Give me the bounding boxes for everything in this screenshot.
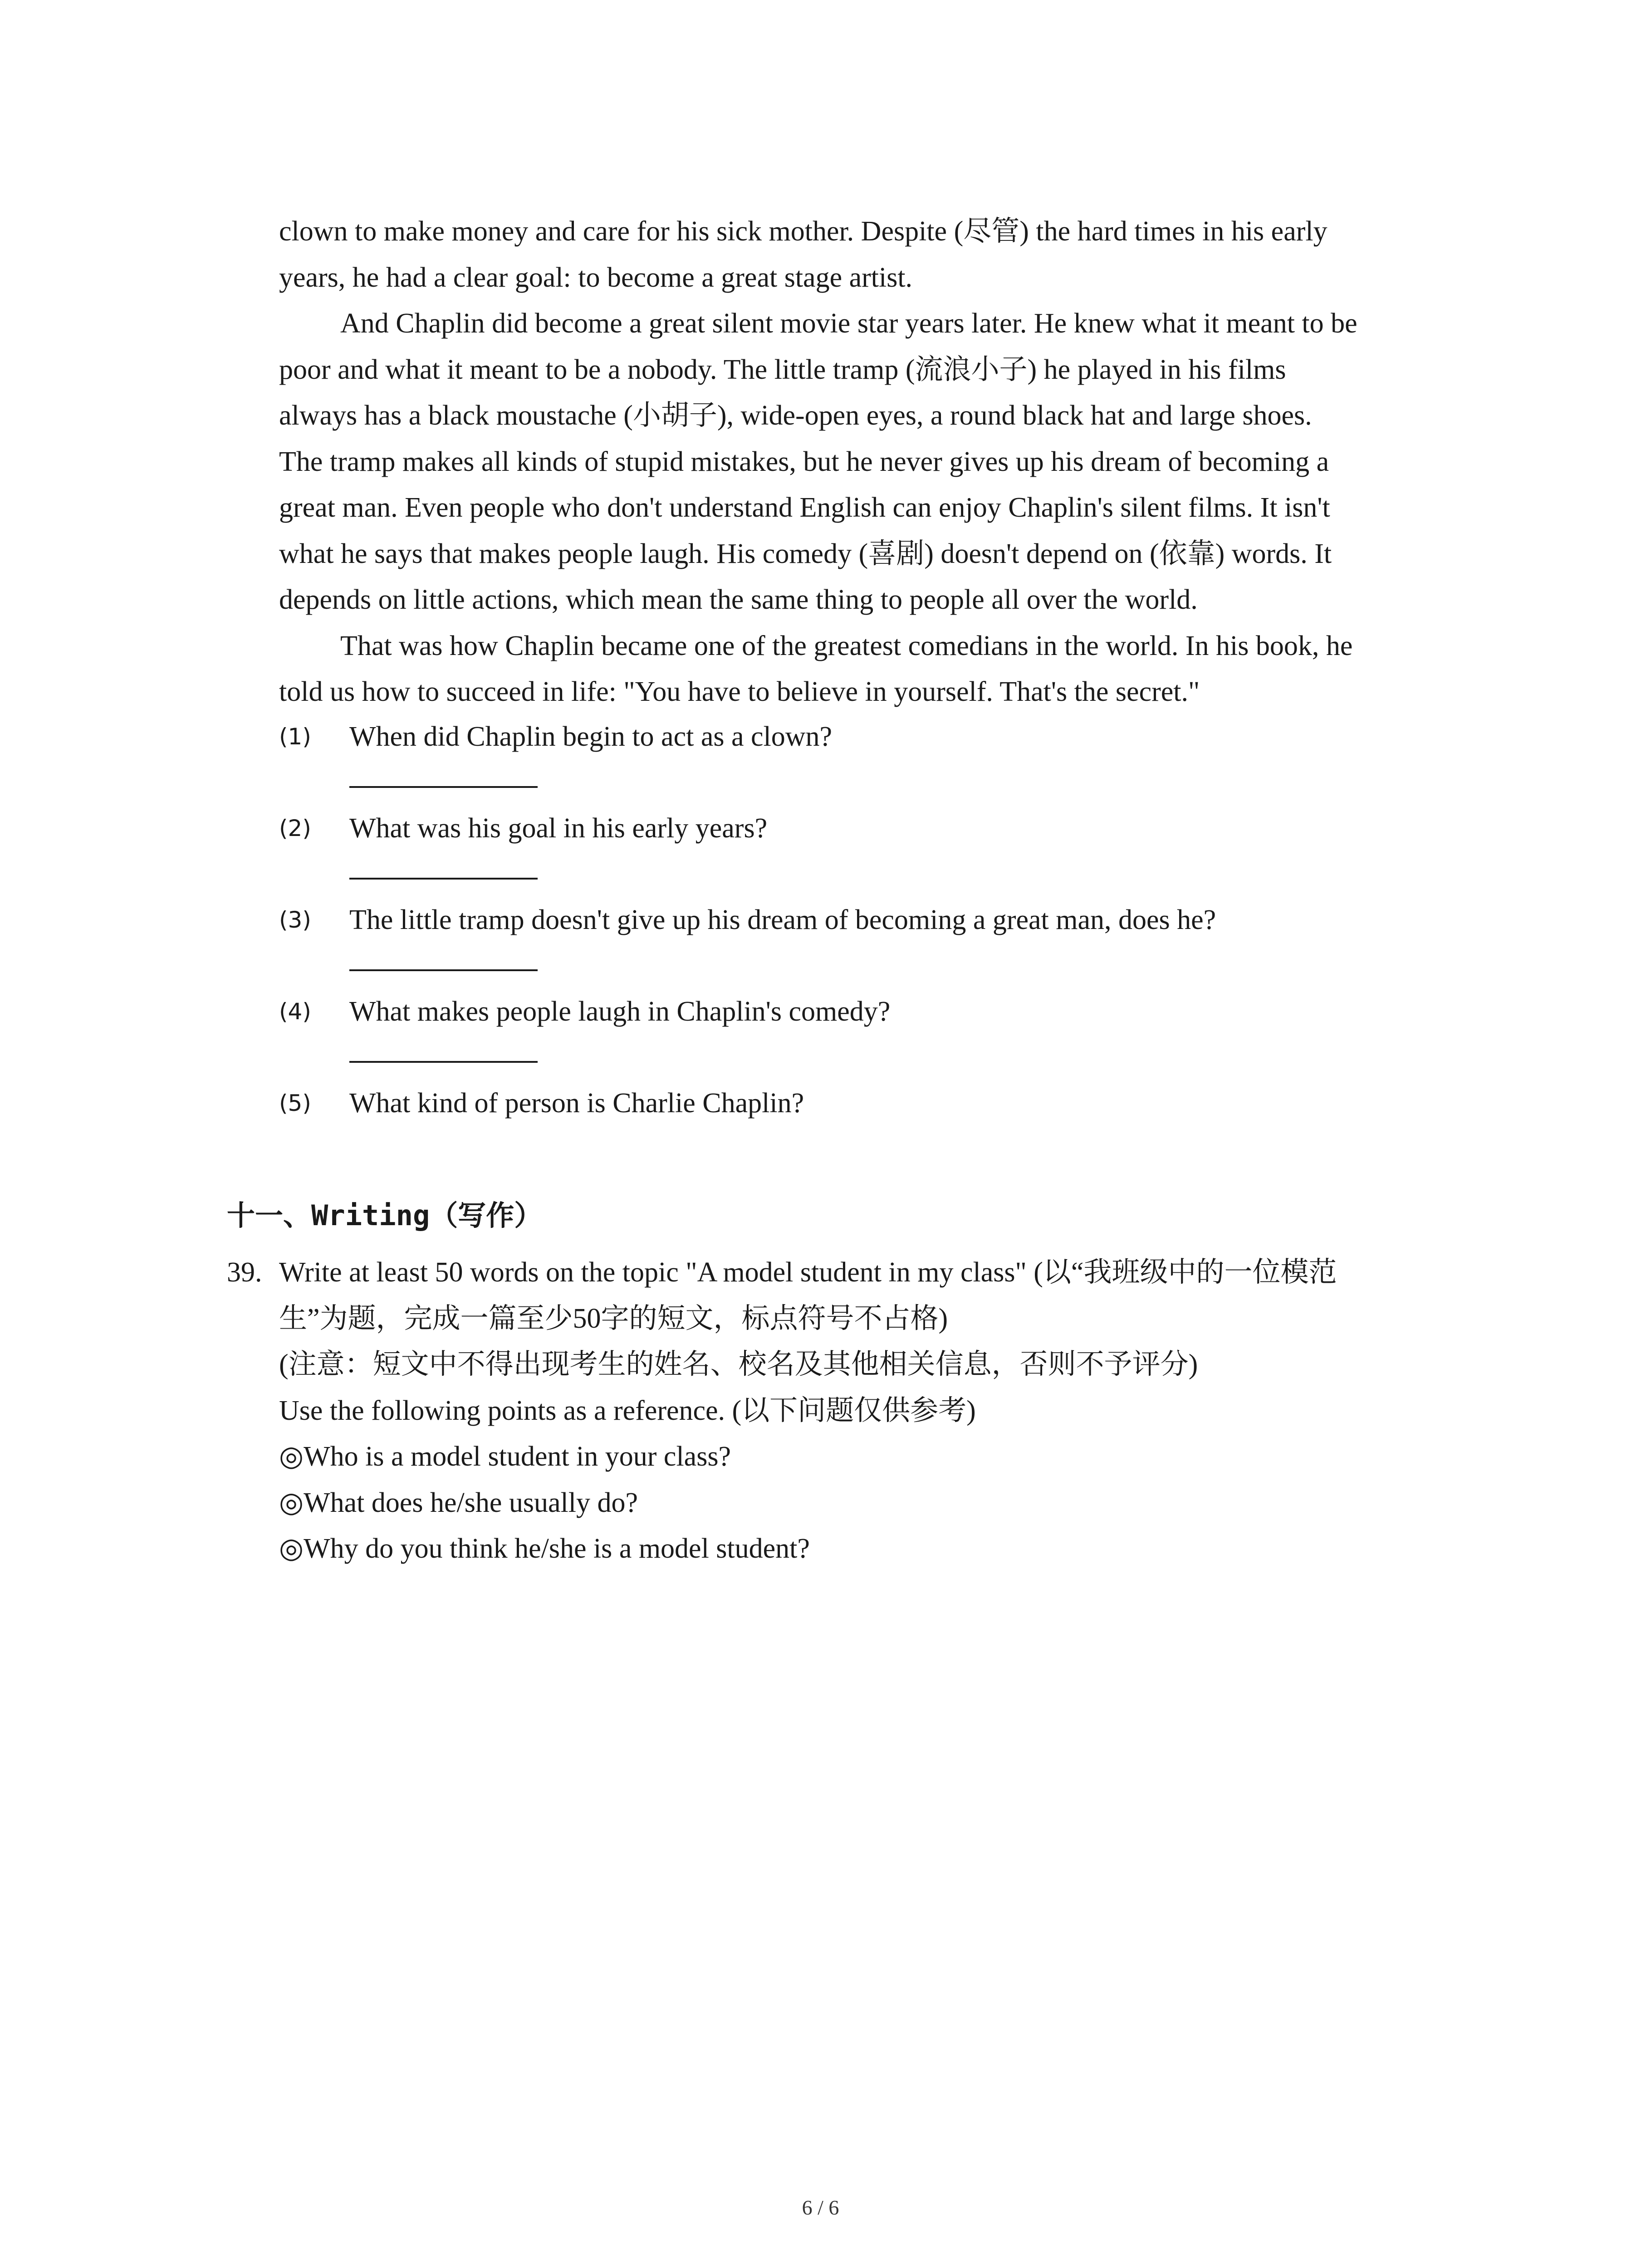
question-item [279, 1083, 1504, 1175]
reference-point: ◎What does he/she usually do? [279, 1487, 638, 1518]
question-item [279, 808, 1504, 900]
answer-blank[interactable] [349, 786, 538, 788]
question-number: (5) [279, 1090, 311, 1116]
reference-line: Use the following points as a reference. (以下问题仅供参考) [279, 1395, 976, 1426]
question-number: (2) [279, 815, 311, 841]
question-text: What makes people laugh in Chaplin's comedy? [349, 996, 891, 1027]
page-number: 6 / 6 [802, 2196, 839, 2219]
passage-paragraph-3 [279, 623, 1468, 715]
question-item [279, 992, 1504, 1083]
question-number: (4) [279, 998, 311, 1025]
passage-line: what he says that makes people laugh. His comedy (喜剧) doesn't depend on (依靠) words. It [279, 538, 1332, 569]
question-item [279, 717, 1504, 808]
passage-line: The tramp makes all kinds of stupid mistakes, but he never gives up his dream of becoming a [279, 446, 1329, 477]
reference-point: ◎Who is a model student in your class? [279, 1441, 731, 1472]
answer-blank[interactable] [349, 969, 538, 971]
question-text: The little tramp doesn't give up his dream of becoming a great man, does he? [349, 904, 1216, 935]
instruction-line: 生”为题，完成一篇至少50字的短文，标点符号不占格) [279, 1303, 948, 1334]
passage-line: And Chaplin did become a great silent movie star years later. He knew what it meant to be [340, 308, 1357, 339]
question-number: (3) [279, 907, 311, 933]
passage-line: great man. Even people who don't understand English can enjoy Chaplin's silent films. It isn't [279, 492, 1330, 523]
instruction-line: Write at least 50 words on the topic "A model student in my class" (以“我班级中的一位模范 [279, 1257, 1337, 1288]
passage-paragraph-2 [279, 301, 1468, 623]
passage-line: years, he had a clear goal: to become a great stage artist. [279, 262, 913, 293]
passage-line: always has a black moustache (小胡子), wide-open eyes, a round black hat and large shoes. [279, 400, 1312, 431]
answer-blank[interactable] [349, 878, 538, 880]
question-number: 39. [227, 1257, 262, 1288]
passage-paragraph-1 [279, 209, 1468, 301]
section-heading: 十一、Writing（写作） [227, 1199, 543, 1232]
passage-line: told us how to succeed in life: "You have to believe in yourself. That's the secret." [279, 676, 1200, 707]
question-number: (1) [279, 723, 311, 750]
question-text: What kind of person is Charlie Chaplin? [349, 1088, 804, 1119]
passage-line: depends on little actions, which mean the same thing to people all over the world. [279, 584, 1198, 615]
writing-instructions [279, 1250, 1488, 1572]
reference-point: ◎Why do you think he/she is a model student? [279, 1533, 810, 1564]
note-line: (注意：短文中不得出现考生的姓名、校名及其他相关信息，否则不予评分) [279, 1349, 1198, 1380]
question-item [279, 900, 1504, 992]
question-text: When did Chaplin begin to act as a clown? [349, 721, 833, 752]
passage-line: That was how Chaplin became one of the greatest comedians in the world. In his book, he [340, 630, 1353, 661]
question-text: What was his goal in his early years? [349, 813, 768, 844]
passage-line: clown to make money and care for his sick mother. Despite (尽管) the hard times in his early [279, 216, 1327, 247]
question-list [279, 717, 1504, 1175]
passage-line: poor and what it meant to be a nobody. The little tramp (流浪小子) he played in his films [279, 354, 1286, 385]
reading-passage [279, 209, 1468, 715]
answer-blank[interactable] [349, 1061, 538, 1063]
